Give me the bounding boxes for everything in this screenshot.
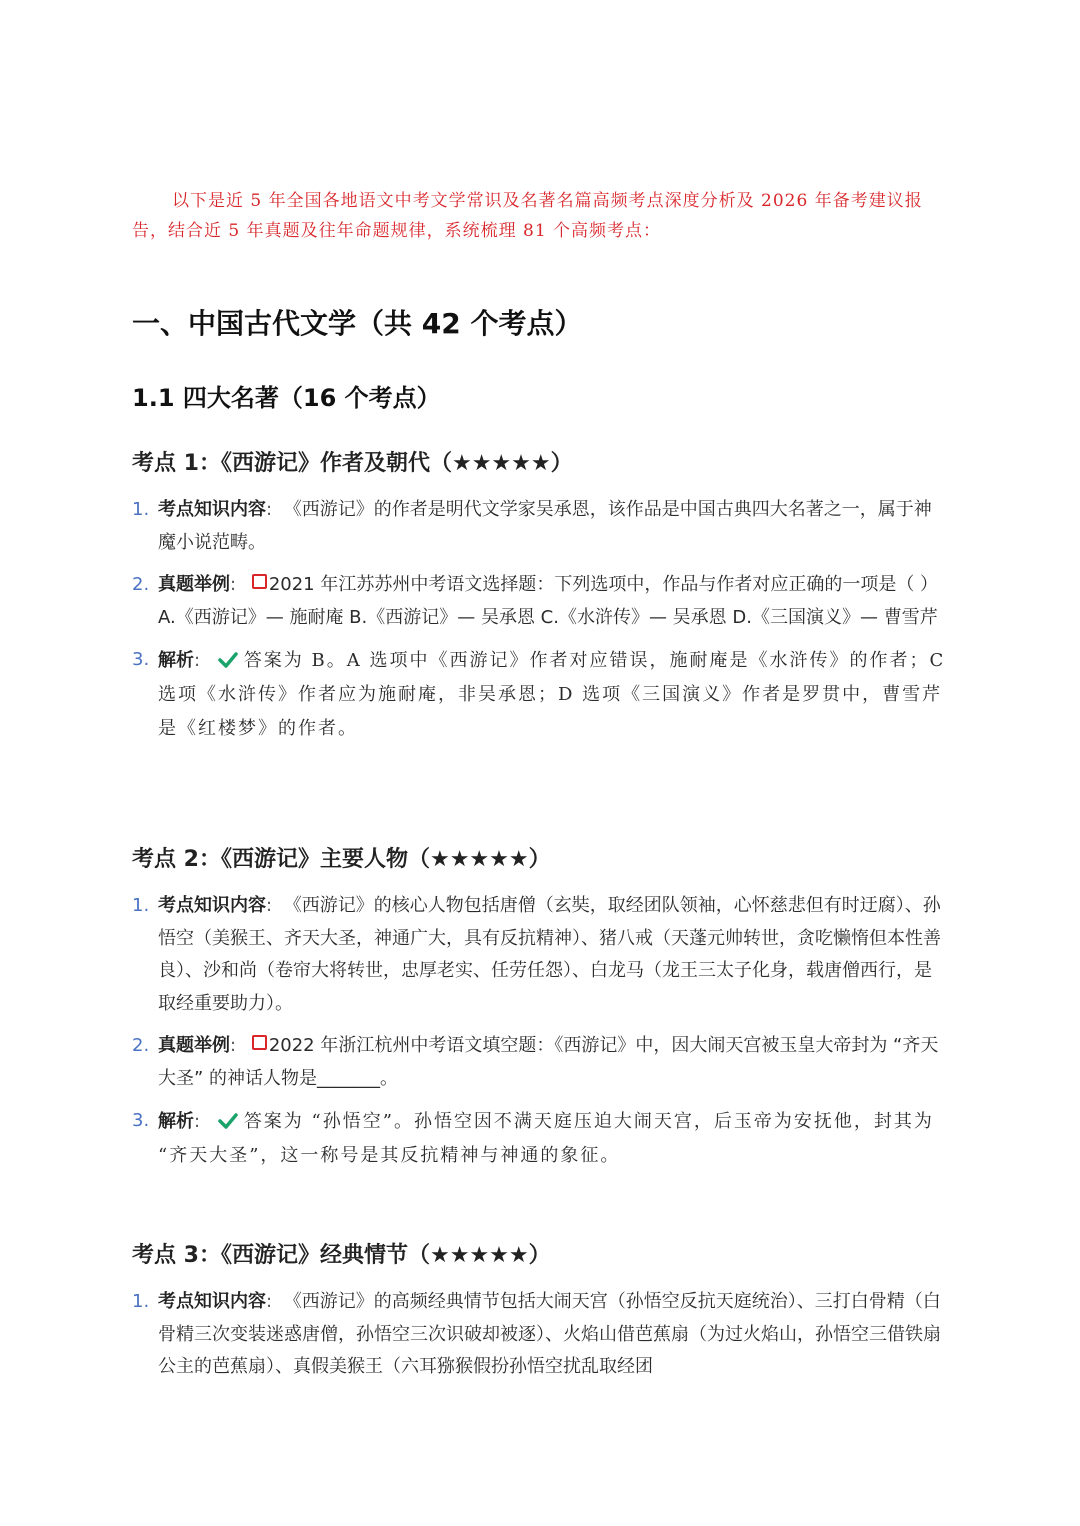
list-number: 3. (132, 649, 150, 670)
example-text: 2021 年江苏苏州中考语文选择题：下列选项中，作品与作者对应正确的一项是（ ）A.《西游记》— 施耐庵 B.《西游记》— 吴承恩 C.《水浒传》— 吴承恩 D.《三国演义》— 曹雪芹 (158, 574, 939, 628)
list-number: 3. (132, 1110, 150, 1131)
point-2 (132, 842, 948, 1183)
chapter-heading: 一、中国古代文学（共 42 个考点） (132, 307, 583, 340)
point-title: 考点 3：《西游记》经典情节（★★★★★） (132, 1243, 551, 1268)
list-number: 1. (132, 499, 150, 520)
list-item: 3. 解析: 答案为 “孙悟空”。孙悟空因不满天庭压迫大闹天宫，后玉帝为安抚他，封其为 “齐天大圣”，这一称号是其反抗精神与神通的象征。 (132, 1105, 948, 1173)
point-3 (132, 1238, 948, 1394)
label-example: 真题举例 (158, 1035, 230, 1056)
label-knowledge: 考点知识内容 (158, 1291, 266, 1312)
list-number: 2. (132, 1035, 150, 1056)
label-analysis: 解析 (158, 650, 194, 671)
check-icon (218, 651, 238, 669)
check-icon (218, 1112, 238, 1130)
knowledge-text: 《西游记》的核心人物包括唐僧（玄奘，取经团队领袖，心怀慈悲但有时迂腐）、孙悟空（美猴王、齐天大圣，神通广大，具有反抗精神）、猪八戒（天蓬元帅转世，贪吃懒惰但本性善良）、沙和尚（卷帘大将转世，忠厚老实、任劳任怨）、白龙马（龙王三太子化身，载唐僧西行，是取经重要助力）。 (158, 895, 941, 1014)
checkbox-icon (252, 574, 267, 589)
label-example: 真题举例 (158, 574, 230, 595)
list-number: 1. (132, 1291, 150, 1312)
list-number: 1. (132, 895, 150, 916)
list-number: 2. (132, 574, 150, 595)
section-heading: 1.1 四大名著（16 个考点） (132, 384, 441, 412)
label-knowledge: 考点知识内容 (158, 499, 266, 520)
intro-text: 以下是近 5 年全国各地语文中考文学常识及名著名篇高频考点深度分析及 2026 年备考建议报告，结合近 5 年真题及往年命题规律，系统梳理 81 个高频考点： (132, 191, 923, 241)
point-title: 考点 1：《西游记》作者及朝代（★★★★★） (132, 451, 573, 476)
checkbox-icon (252, 1035, 267, 1050)
point-items (132, 494, 948, 746)
point-1 (132, 446, 948, 756)
list-item: 2. 真题举例: 2021 年江苏苏州中考语文选择题：下列选项中，作品与作者对应正确的一项是（ ）A.《西游记》— 施耐庵 B.《西游记》— 吴承恩 C.《水浒传》— 吴承恩 D.《三国演义》— 曹雪芹 (132, 569, 948, 634)
knowledge-text: 《西游记》的高频经典情节包括大闹天宫（孙悟空反抗天庭统治）、三打白骨精（白骨精三次变装迷惑唐僧，孙悟空三次识破却被逐）、火焰山借芭蕉扇（为过火焰山，孙悟空三借铁扇公主的芭蕉扇）、真假美猴王（六耳猕猴假扮孙悟空扰乱取经团 (158, 1291, 941, 1377)
list-item: 3. 解析: 答案为 B。A 选项中《西游记》作者对应错误，施耐庵是《水浒传》的作者；C 选项《水浒传》作者应为施耐庵，非吴承恩；D 选项《三国演义》作者是罗贯中，曹雪芹是《红楼梦》的作者。 (132, 644, 948, 746)
list-item: 1. 考点知识内容: 《西游记》的高频经典情节包括大闹天宫（孙悟空反抗天庭统治）、三打白骨精（白骨精三次变装迷惑唐僧，孙悟空三次识破却被逐）、火焰山借芭蕉扇（为过火焰山，孙悟空三借铁扇公主的芭蕉扇）、真假美猴王（六耳猕猴假扮孙悟空扰乱取经团 (132, 1286, 948, 1384)
label-analysis: 解析 (158, 1111, 194, 1132)
analysis-text: 答案为 B。A 选项中《西游记》作者对应错误，施耐庵是《水浒传》的作者；C 选项《水浒传》作者应为施耐庵，非吴承恩；D 选项《三国演义》作者是罗贯中，曹雪芹是《红楼梦》的作者。 (158, 650, 946, 739)
knowledge-text: 《西游记》的作者是明代文学家吴承恩，该作品是中国古典四大名著之一，属于神魔小说范畴。 (158, 499, 932, 553)
list-item: 1. 考点知识内容: 《西游记》的作者是明代文学家吴承恩，该作品是中国古典四大名著之一，属于神魔小说范畴。 (132, 494, 948, 559)
point-items (132, 890, 948, 1173)
label-knowledge: 考点知识内容 (158, 895, 266, 916)
intro-paragraph (132, 186, 948, 246)
point-items (132, 1286, 948, 1384)
list-item: 1. 考点知识内容: 《西游记》的核心人物包括唐僧（玄奘，取经团队领袖，心怀慈悲但有时迂腐）、孙悟空（美猴王、齐天大圣，神通广大，具有反抗精神）、猪八戒（天蓬元帅转世，贪吃懒惰但本性善良）、沙和尚（卷帘大将转世，忠厚老实、任劳任怨）、白龙马（龙王三太子化身，载唐僧西行，是取经重要助力）。 (132, 890, 948, 1020)
list-item: 2. 真题举例: 2022 年浙江杭州中考语文填空题：《西游记》中，因大闹天宫被玉皇大帝封为 “齐天大圣” 的神话人物是_______。 (132, 1030, 948, 1095)
point-title: 考点 2：《西游记》主要人物（★★★★★） (132, 847, 551, 872)
example-text: 2022 年浙江杭州中考语文填空题：《西游记》中，因大闹天宫被玉皇大帝封为 “齐天大圣” 的神话人物是_______。 (158, 1035, 939, 1089)
analysis-text: 答案为 “孙悟空”。孙悟空因不满天庭压迫大闹天宫，后玉帝为安抚他，封其为 “齐天大圣”，这一称号是其反抗精神与神通的象征。 (158, 1111, 934, 1166)
